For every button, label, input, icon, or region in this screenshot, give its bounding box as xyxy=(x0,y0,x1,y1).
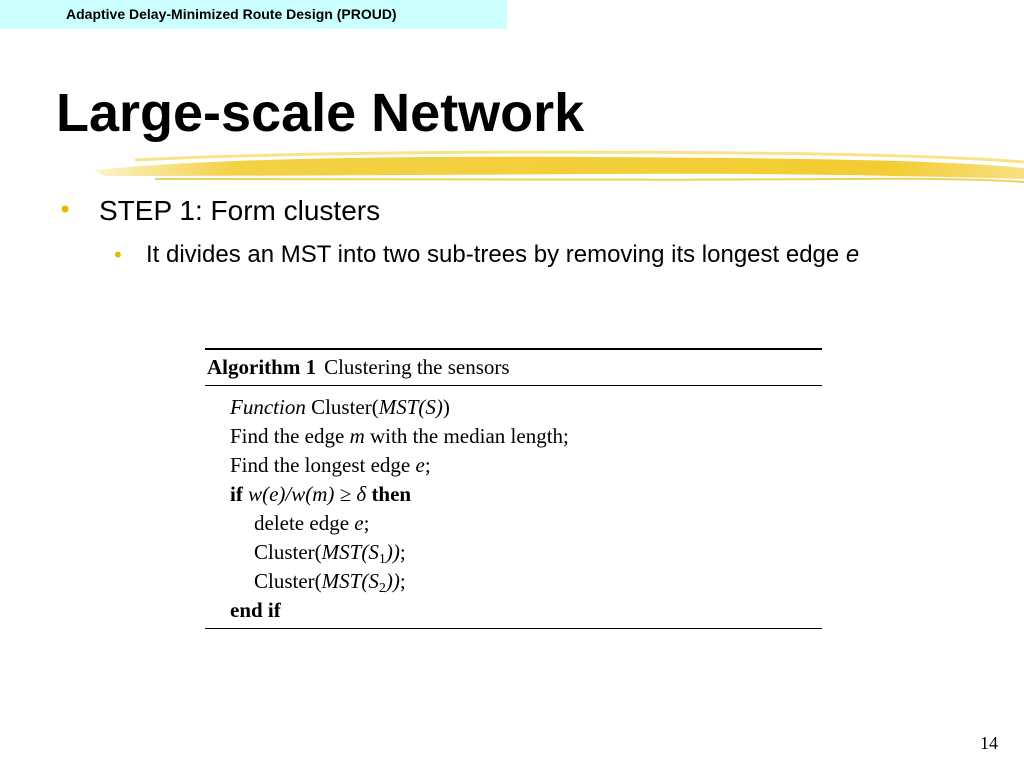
header-banner xyxy=(0,0,507,29)
algorithm-line xyxy=(230,596,281,624)
algorithm-text: ; xyxy=(424,453,431,477)
algorithm-text: delete edge xyxy=(254,511,355,535)
algorithm-line xyxy=(254,509,369,537)
algorithm-keyword: then xyxy=(371,482,412,506)
bullet-level1-text: STEP 1: Form clusters xyxy=(99,195,381,226)
algorithm-box xyxy=(205,348,822,630)
bullet-level2 xyxy=(146,238,936,271)
algorithm-math: Function xyxy=(230,395,306,419)
algorithm-math: e xyxy=(415,453,425,477)
algorithm-line xyxy=(230,393,450,421)
algorithm-math: )) xyxy=(385,540,400,564)
algorithm-line xyxy=(230,422,569,450)
brush-stroke-main xyxy=(95,157,1024,179)
page-number: 14 xyxy=(980,733,998,753)
algorithm-math: 1 xyxy=(378,552,386,567)
brush-stroke-lower xyxy=(155,179,1024,182)
algorithm-text: ; xyxy=(399,569,406,593)
algorithm-math: e xyxy=(354,511,364,535)
algorithm-line xyxy=(230,480,411,508)
algorithm-caption-rule xyxy=(205,385,822,386)
algorithm-text: with the median length; xyxy=(364,424,569,448)
title-underline-brush xyxy=(95,146,1024,188)
bullet-level2-emphasis: e xyxy=(845,241,860,268)
algorithm-text: ; xyxy=(363,511,370,535)
algorithm-bottom-rule xyxy=(205,628,822,629)
algorithm-text: Cluster( xyxy=(254,569,322,593)
algorithm-text: Cluster( xyxy=(305,395,379,419)
bullet-level2-text: It divides an MST into two sub-trees by removing its longest edge xyxy=(146,241,846,268)
algorithm-text: Cluster( xyxy=(254,540,322,564)
bullet-marker: • xyxy=(112,243,124,267)
header-banner-text: Adaptive Delay-Minimized Route Design (PROUD) xyxy=(66,6,397,22)
algorithm-math: )) xyxy=(385,569,400,593)
algorithm-math: MST(S xyxy=(321,540,379,564)
algorithm-math: MST(S xyxy=(321,569,379,593)
slide-title: Large-scale Network xyxy=(56,83,585,143)
algorithm-math: m xyxy=(349,424,365,448)
algorithm-caption xyxy=(207,353,510,381)
algorithm-line xyxy=(230,451,431,479)
algorithm-text: Find the longest edge xyxy=(230,453,416,477)
algorithm-text: ; xyxy=(399,540,406,564)
algorithm-keyword: end if xyxy=(230,598,281,622)
algorithm-title: Clustering the sensors xyxy=(324,355,510,379)
algorithm-label: Algorithm 1 xyxy=(207,355,317,379)
algorithm-keyword: if xyxy=(230,482,243,506)
algorithm-text: ) xyxy=(442,395,450,419)
algorithm-math: w(e)/w(m) ≥ δ xyxy=(248,482,367,506)
algorithm-text: Find the edge xyxy=(230,424,350,448)
algorithm-math: 2 xyxy=(378,581,386,596)
bullet-marker: • xyxy=(58,196,73,224)
algorithm-math: MST(S) xyxy=(378,395,443,419)
algorithm-top-rule xyxy=(205,348,822,350)
